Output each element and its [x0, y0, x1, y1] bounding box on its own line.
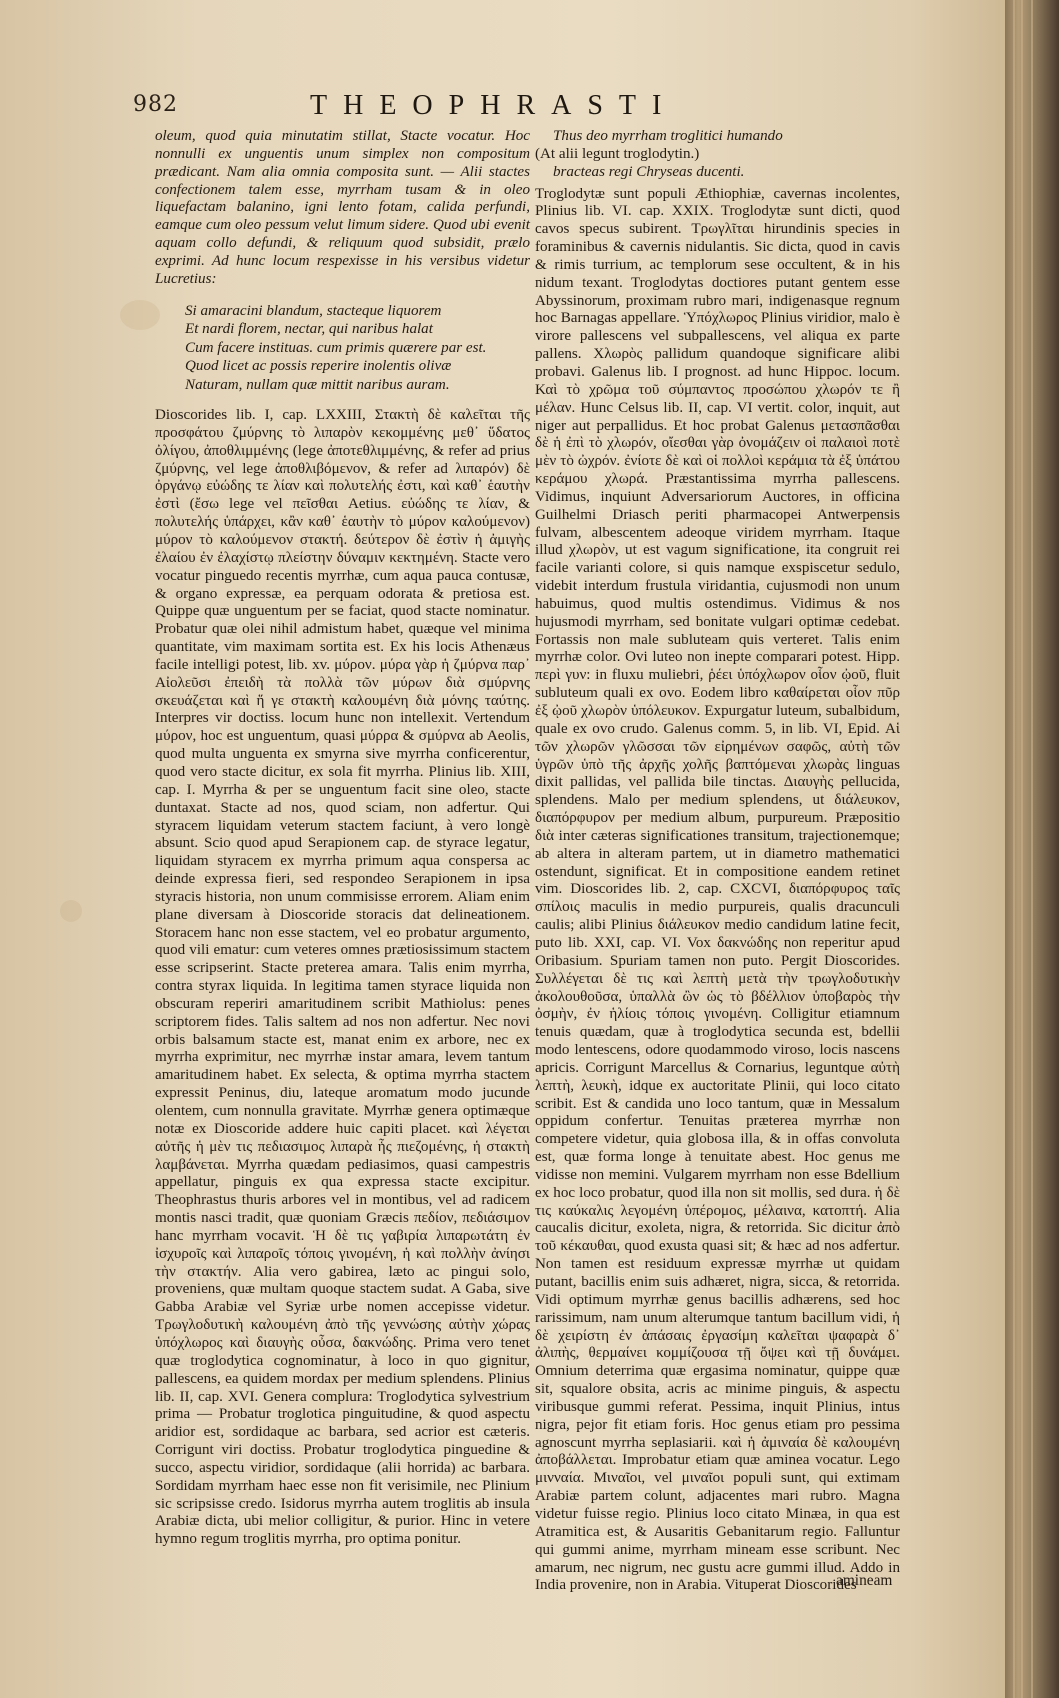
right-column — [535, 128, 900, 1595]
left-paragraph-1: oleum, quod quia minutatim stillat, Stacte vocatur. Hoc nonnulli ex unguentis unum simplex non compositum prædicant. Nam alia omnia composita sunt. — Alii stactes confectionem talem esse, myrrham tusam & in oleo liquefactam balanino, igni lento fotam, calida perfundi, eamque cum oleo pessum velut limum sidere. Quod ubi evenit aquam collo defundi, & reliquum quod subsidit, prælo exprimi. Ad hunc locum respexisse in his versibus videtur Lucretius: — [155, 128, 530, 287]
page-number: 982 — [133, 92, 178, 117]
right-paragraph-1: Troglodytæ sunt populi Æthiophiæ, cavernas incolentes, Plinius lib. VI. cap. XXIX. Troglodytæ sunt dicti, quod cavos specus subirent. Τρωγλῖται hirundinis species in foraminibus & cavernis nidulantis. Sic dicta, quod in cavis & rimis turrium, ac templorum sese occultent, & in his nidum texant. Troglodytas doctiores putant gentem esse Abyssinorum, proximam rubro mari, indigenasque regnum hoc Barnagas appellare. Ὑπόχλωρος Plinius viridior, malo è virore pallescens vel subpallescens, vel aliqua ex parte pallens. Χλωρὸς pallidum quandoque significare alibi probavi. Galenus lib. I prognost. ad hunc Hippoc. locum. Καὶ τὸ χρῶμα τοῦ σύμπαντος προσώπου χλωρόν τε ἢ μέλαν. Hunc Celsus lib. II, cap. VI vertit. color, inquit, aut niger aut perpallidus. Et hoc probat Galenus μετασπᾶσθαι δὲ ἡ ἐπὶ τὸ χλωρόν, οἴεσθαι γὰρ ὀνομάζειν οἱ παλαιοὶ ποτὲ μὲν τὸ ὠχρόν. ἐνίοτε δὲ καὶ οἱ πολλοὶ κεράμια τὰ ἐξ ὑπάτου κεράμου χλωρά. Præstantissima myrrha pallescens. Vidimus, inquiunt Adversariorum Auctores, in officina Guilhelmi Driasch periti pharmacopei Antwerpensis fulvam, albescentem adeoque viridem myrrham. Itaque illud χλωρὸν, ut est vagum significatione, ita congruit rei facile varianti colore, si quis namque exspiscetur sedulo, videbit interdum frustula viridantia, cujusmodi non unum habuimus, quod multis ostendimus. Vidimus & nos hujusmodi myrrham, sed bonitate vulgari optimæ cedebat. Fortassis non male subluteam quis verteret. Talis enim myrrhæ color. Ovi luteo non inepte comparari potest. Hipp. περὶ γυν: in fluxu muliebri, ῥέει ὑπόχλωρον οἷον ᾠοῦ, fluit subluteum quali ex ovo. Eodem libro καθαίρεται οἷον πῦρ ἐξ ᾠοῦ χλωρὸν ὑπόλευκον. Expurgatur luteum, subalbidum, quale ex ovo crudo. Galenus comm. 5, in lib. VI, Epid. Αἱ τῶν χλωρῶν γλῶσσαι τῶν εἰρημένων σαφῶς, αὐτὴ τῶν ὑγρῶν ὑπὸ τῆς ἀρχῆς χολῆς βαπτόμεναι χλωρὰς linguas dixit pallidas, vel pallida bile tinctas. Διαυγὴς pellucida, splendens. Malo per medium splendens, ut διάλευκον, διαπόρφυρον per medium album, purpureum. Præpositio διὰ inter cæteras significationes transitum, trajectionemque; ab altera in alteram partem, ut in diametro mathematici ostendunt, significat. Et in compositione eandem retinet vim. Dioscorides lib. 2, cap. CXCVI, διαπόρφυρος ταῖς σπίλοις maculis in medio purpureis, qualis dracunculi caulis; alibi Plinius διάλευκον medio candidum latine fecit, puto lib. XXI, cap. VI. Vox δακνώδης non reperitur apud Oribasium. Spuriam tamen non puto. Pergit Dioscorides. Συλλέγεται δὲ τις καὶ λεπτὴ μετὰ τὴν τρωγλοδυτικὴν ἀκολουθοῦσα, ὑπαλλὰ ὢν ὡς τὸ βδέλλιον ὑποβαρὸς τὴν ὀσμὴν, ἐν ἡλίοις τόποις γινομένη. Colligitur etiamnum tenuis quædam, quæ à troglodytica secunda est, bdellii modo lentescens, odore quodammodo viroso, locis nascens apricis. Corrigunt Marcellus & Cornarius, leguntque αὐτὴ λεπτὴ, λευκὴ, idque ex auctoritate Plinii, qui loco citato scribit. Est & candida uno loco tantum, quæ in Messalum oppidum confertur. Tenuitas præterea myrrhæ non competere videtur, quia globosa illa, & in offas convoluta est, quæ forma longe à tenuitate abest. Hoc genus me vidisse non memini. Vulgarem myrrham non esse Bdellium ex hoc loco probatur, quod illa non sit mollis, sed dura. ἡ δὲ τις καύκαλις λεγομένη ὑπέρομος, μέλαινα, κατοπτή. Alia caucalis dicitur, exoleta, nigra, & retorrida. Sic dicitur ἀπὸ τοῦ κέκαυθαι, quod exusta quasi sit; & hæc ad nos adfertur. Non tamen est residuum expressæ myrrhæ ut quidam putant, bacillis enim suis adhæret, nigra, sicca, & retorrida. Vidi optimum myrrhæ genus bacillis adhærens, sed hoc rarissimum, nam unum alterumque tantum bacillum vidi, ἡ δὲ χειρίστη ἐν ἁπάσαις ἐργασίμη καλεῖται ψαφαρὰ δ᾽ ἀλιπὴς, θερμαίνει κομμίζουσα τῇ ὄψει καὶ τῇ δυνάμει. Omnium deterrima quæ ergasima nominatur, quippe quæ sit, squalore obsita, acris ac minime pinguis, & aspectu viribusque gummi referat. Pessima, inquit Plinius, intus nigra, pejor fit etiam foris. Hoc genus etiam pro pessima agnoscunt myrrha seplasiarii. καὶ ἡ ἀμιναία δὲ καλουμένη ἀποβάλλεται. Improbatur etiam quæ aminea vocatur. Lego μινναία. Μιναῖοι, vel μιναῖοι populi sunt, qui extimam Arabiæ partem colunt, adjacentes mari rubro. Magna videtur fuisse regio. Plinius loco citato Minæa, in qua est Atramitica est, & Ausaritis Gebanitarum regio. Falluntur qui gummi anime, myrrham mineam esse scribunt. Nec amarum, nec nigrum, nec gustu acre gummi illud. Addo in India provenire, non in Arabia. Vituperat Dioscorides — [535, 185, 900, 1594]
verse-line: Cum facere instituas. cum primis quærere par est. — [185, 339, 487, 356]
hymn-line: bracteas regi Chryseas ducenti. — [553, 163, 745, 180]
verse-line: Et nardi florem, nectar, qui naribus halat — [185, 321, 433, 338]
hymn-line: Thus deo myrrham troglitici humando — [553, 128, 783, 144]
page-edge — [1021, 0, 1023, 1698]
running-head: THEOPHRASTI — [310, 90, 678, 121]
left-paragraph-2: Dioscorides lib. I, cap. LXXIII, Στακτὴ δὲ καλεῖται τῆς προσφάτου ζμύρνης τὸ λιπαρὸν κεκομμένης μεθ᾽ ὕδατος ὀλίγου, ἀποθλιμμένης (lege ἀποτεθλιμμένης, & refer ad prius ζμύρνης, vel lege ἀποθλιβόμενον, & refer ad λιπαρόν) δὲ ὀργάνῳ εὐώδης τε λίαν καὶ πολυτελής ἐστι, καὶ καθ᾽ ἑαυτὴν ἐστὶ (ἔσω lege vel πεῖσθαι Aetius. εὐώδης τε λίαν, & πολυτελής ὑπάρχει, κἂν καθ᾽ ἑαυτὴν τὸ μύρον καλούμενον) μύρον τὸ καλούμενον στακτή. δεύτερον δὲ ἐστὶν ἡ ἀμιγὴς ἐλαίου ἐν ἐλαχίστῳ πλείστην δύναμιν κεκτημένη. Stacte vero vocatur pinguedo recentis myrrhæ, cum aqua pauca contusæ, & organo expressæ, ea perquam odorata & pretiosa est. Quippe quæ unguentum per se faciat, quod stacte nominatur. Probatur quæ olei nihil admistum habet, quæque vel minima quantitate, vim maximam sortita est. Ex his locis Athenæus facile intelligi potest, lib. xv. μύρον. μύρα γὰρ ἡ ζμύρνα παρ᾽ Αἰολεῦσι ἐπειδὴ τὰ πολλὰ τῶν μύρων διὰ σμύρνης σκευάζεται καὶ ἥ γε στακτὴ καλουμένη διὰ μόνης ταύτης. Interpres vir doctiss. locum hunc non intellexit. Vertendum μύρον, hoc est unguentum, quasi μύρρα & σμύρνα ab Aeolis, quod multa unguenta ex smyrna sive myrrha conficerentur, quod vero stacte dicitur, ex sola fit myrrha. Plinius lib. XIII, cap. I. Myrrha & per se unguentum facit sine oleo, stacte duntaxat. Stacte ad nos, quod sciam, non adfertur. Qui styracem liquidam veterum stactem faciunt, à vero longè absunt. Scio quod apud Serapionem cap. de styrace legatur, liquidam styracem ex myrrha primum aqua conspersa ac deinde expressa fieri, sed respondeo Serapionem in ipsa styracis historia, non unum commisisse errorem. Aliam enim plane diversam à Dioscoride storacis dat delineationem. Storacem hanc non esse stactem, vel eo probatur argumento, quod vili ematur: cum veteres omnes prætiosissimum stactem esse scripserint. Stacte preterea amara. Talis enim myrrha, contra styrax liquida. In legitima tamen styrace liquida non obscuram reperiri amaritudinem scribit Mathiolus: penes scriptorem fides. Talis saltem ad nos non adfertur. Nec novi orbis balsamum stacte est, manat enim ex arbore, nec ex myrrha exprimitur, nec myrrhæ instar amara, levem tantum amaritudinem habet. Ex selecta, & optima myrrha stactem expressit Peninus, diu, lateque aromatum modo jucunde olentem, cum nonnulla gravitate. Myrrhæ genera optimæque notæ ex Dioscoride addere huic capiti placet. καὶ λέγεται αὐτῆς ἡ μὲν τις πεδιασιμος λιπαρὰ ἧς πιεζομένης, ἡ στακτὴ λαμβάνεται. Myrrha quædam pediasimos, quasi campestris appellatur, pinguis ex qua expressa stacte excipitur. Theophrastus thuris arbores vel in montibus, vel ad radicem montis nasci tradit, quæ quoniam Græcis πεδίον, πεδιάσιμον hanc myrrham vocavit. Ἡ δὲ τις γαβιρία λιπαρωτάτη ἐν ἰσχυροῖς καὶ λιπαροῖς τόποις γινομένη, ἡ καὶ πολλὴν ἀνίησι τὴν στακτήν. Alia vero gabirea, læto ac pingui solo, proveniens, quæ multam quoque stactem sudat. A Gaba, sive Gabba Arabiæ vel Syriæ urbe nomen accepisse videtur. Τρωγλοδυτικὴ καλουμένη ἀπὸ τῆς γεννώσης αὐτὴν χώρας ὑπόχλωρος καὶ διαυγὴς οὖσα, δακνώδης. Prima vero tenet quæ troglodytica cognominatur, à loco in quo gignitur, pallescens, ea quidem mordax per medium splendens. Plinius lib. II, cap. XVI. Genera complura: Troglodytica sylvestrium prima — Probatur troglotica pinguitudine, & quod aspectu aridior est, sordidaque ac barbara, sed acrior est cæteris. Corrigunt viri doctiss. Probatur troglodytica pinguedine & succo, aspectu viridior, sordidaque (alii horrida) ac barbara. Sordidam myrrham haec esse non fit verisimile, nec Plinium sic scripsisse credo. Isidorus myrrha autem troglitis ab insula Arabiæ dicta, ubi melior colligitur, & purior. Hinc in vetere hymno regum troglitis myrrha, pro optima ponitur. — [155, 407, 530, 1548]
book-gutter — [1005, 0, 1059, 1698]
page-header — [0, 92, 1000, 132]
verse-line: Quod licet ac possis reperire inolentis olivæ — [185, 358, 452, 375]
page-edge — [1013, 0, 1015, 1698]
foxing-stain — [120, 300, 160, 330]
hymn-quotation — [535, 128, 900, 182]
verse-line: Naturam, nullam quæ mittit naribus auram. — [185, 376, 450, 393]
foxing-stain — [60, 900, 82, 922]
page-edge — [1031, 0, 1033, 1698]
verse-line: Si amaracini blandum, stacteque liquorem — [185, 302, 442, 319]
hymn-line: (At alii legunt troglodytin.) — [535, 145, 700, 162]
left-column — [155, 128, 530, 1549]
catchword: amineam — [836, 1572, 893, 1589]
lucretius-verse — [185, 302, 530, 395]
